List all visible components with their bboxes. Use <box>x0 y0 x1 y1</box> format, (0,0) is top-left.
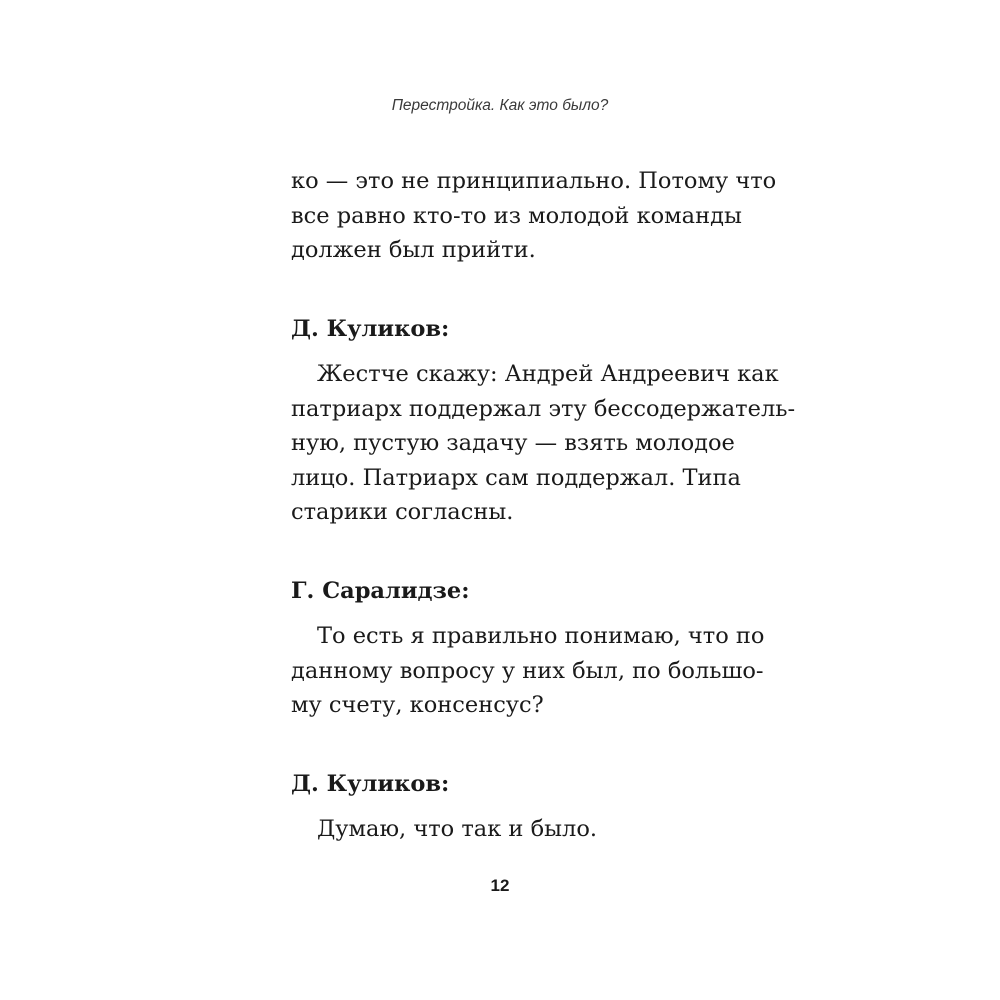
text-line: лицо. Патриарх сам поддержал. Типа <box>291 464 741 491</box>
text-line: То есть я правильно понимаю, что по <box>317 623 765 649</box>
body-text <box>291 164 796 847</box>
text-line: Жестче скажу: Андрей Андреевич как <box>317 361 779 387</box>
speaker-name: Д. Куликов: <box>291 315 450 342</box>
running-head: Перестройка. Как это было? <box>391 97 609 114</box>
text-line: должен был прийти. <box>291 237 536 263</box>
text-line: патриарх поддержал эту бессодержатель- <box>291 395 796 422</box>
speaker-name: Г. Саралидзе: <box>291 577 470 604</box>
speaker-name: Д. Куликов: <box>291 770 450 797</box>
exchange-saralidze <box>291 574 765 723</box>
text-line: все равно кто-то из молодой команды <box>291 202 742 229</box>
exchange-kulikov-2 <box>291 767 731 847</box>
speech-paragraph <box>291 619 765 723</box>
text-line: ную, пустую задачу — взять молодое <box>291 430 735 456</box>
speech-paragraph <box>291 357 796 530</box>
speech-paragraph <box>291 812 731 847</box>
text-line: старики согласны. <box>291 499 514 525</box>
text-line: данному вопросу у них был, по большо- <box>291 657 764 684</box>
exchange-kulikov-1 <box>291 312 796 530</box>
text-line: му счету, консенсус? <box>291 692 544 718</box>
page-number: 12 <box>490 876 510 895</box>
text-line: Думаю, что так и было. <box>317 816 598 842</box>
text-line: ко — это не принципиально. Потому что <box>291 168 777 194</box>
opening-paragraph <box>291 164 777 268</box>
